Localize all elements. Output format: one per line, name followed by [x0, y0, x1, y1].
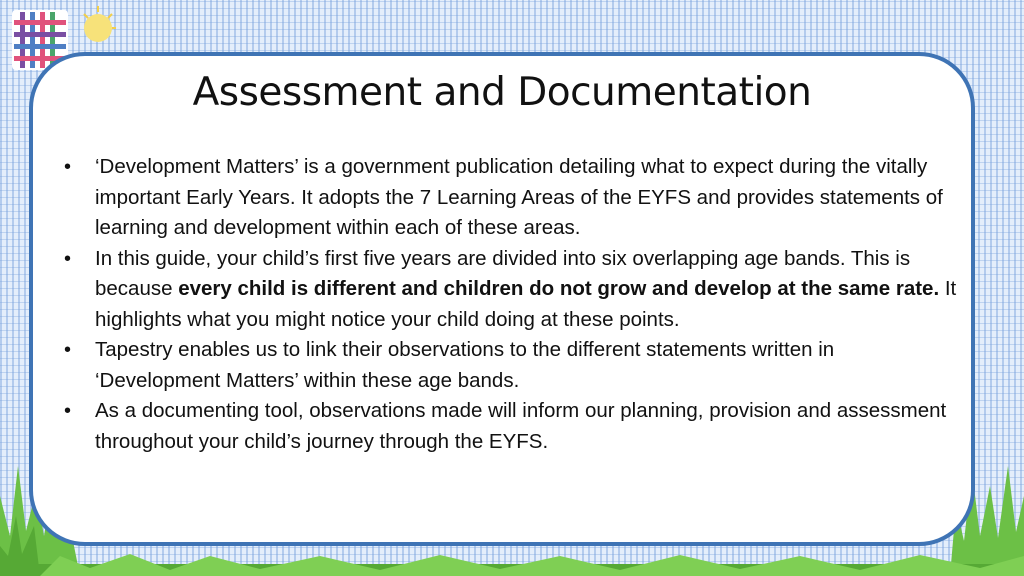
bullet-text: As a documenting tool, observations made will inform our planning, provision and assessment throughout your child’s journey through the EYFS. [95, 399, 947, 453]
sun-icon [84, 6, 116, 42]
bullet-list [61, 152, 961, 457]
bullet-bold-text: every child is different and children do not grow and develop at the same rate. [178, 277, 940, 300]
content-card [29, 52, 975, 546]
bullet-item-1 [61, 152, 961, 244]
bullet-text: Tapestry enables us to link their observations to the different statements written in ‘Development Matters’ within these age bands. [95, 338, 835, 392]
bullet-item-2 [61, 244, 961, 336]
bullet-text: In this guide, your child’s first five years are divided into six overlapping age bands. This is because [95, 246, 911, 300]
bullet-text: It highlights what you might notice your child doing at these points. [95, 277, 957, 331]
bullet-text: ‘Development Matters’ is a government publication detailing what to expect during the vitally important Early Years. It adopts the 7 Learning Areas of the EYFS and provides statements of learning and development within each of these areas. [95, 155, 943, 239]
slide-title: Assessment and Documentation [192, 70, 812, 115]
bullet-item-4 [61, 396, 961, 457]
bullet-item-3 [61, 335, 961, 396]
